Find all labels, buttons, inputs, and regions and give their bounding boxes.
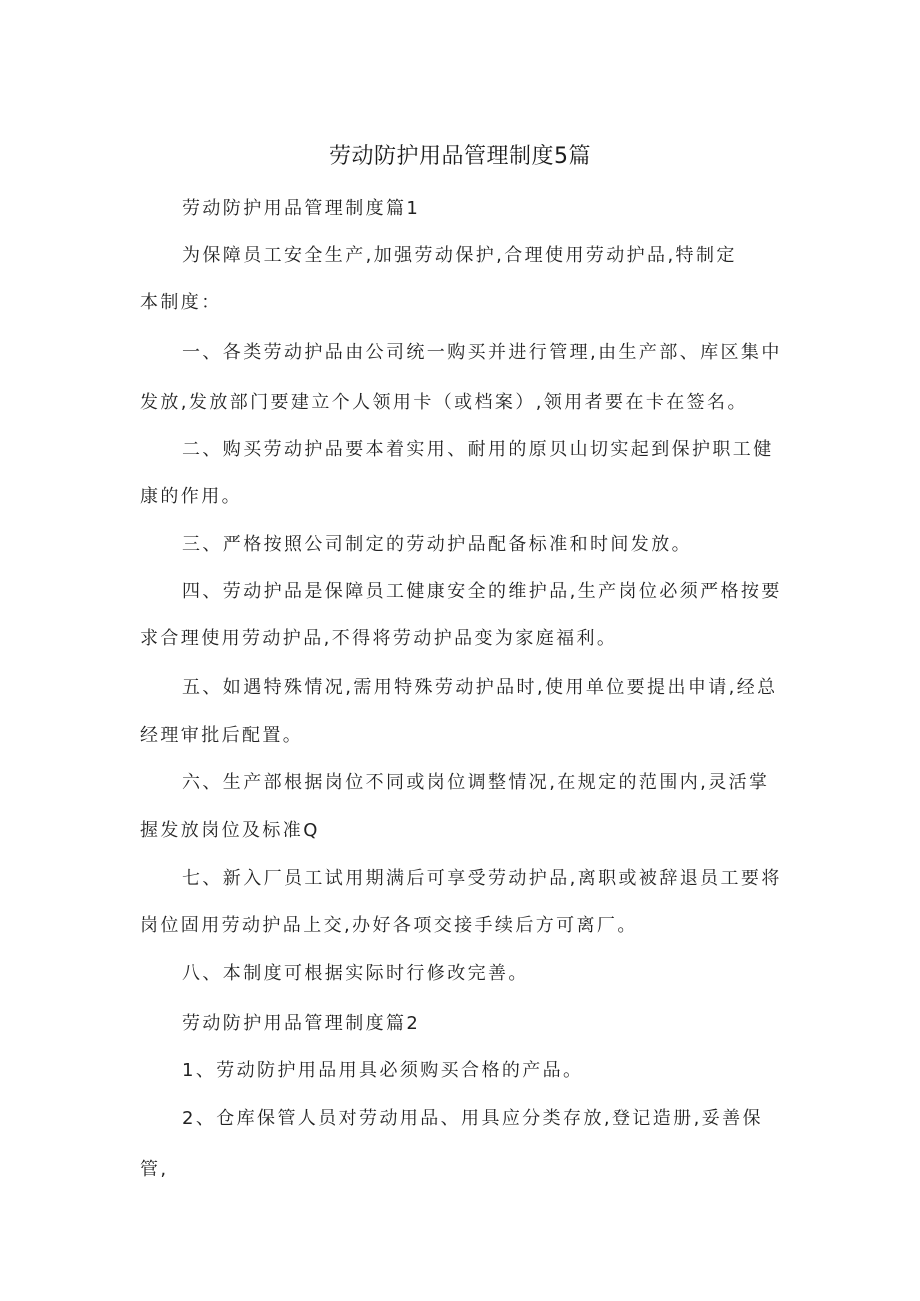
paragraph-line: 岗位固用劳动护品上交,办好各项交接手续后方可离厂。: [140, 915, 638, 936]
paragraph-line: 一、各类劳动护品由公司统一购买并进行管理,由生产部、库区集中: [182, 342, 782, 363]
paragraph-line: 三、严格按照公司制定的劳动护品配备标准和时间发放。: [182, 534, 692, 555]
paragraph-line: 八、本制度可根据实际时行修改完善。: [182, 963, 529, 984]
paragraph-line: 管,: [140, 1159, 169, 1180]
document-title: 劳动防护用品管理制度5篇: [329, 144, 591, 169]
paragraph-line: 二、购买劳动护品要本着实用、耐用的原贝山切实起到保护职工健: [182, 439, 774, 460]
paragraph-line: 六、生产部根据岗位不同或岗位调整情况,在规定的范围内,灵活掌: [182, 772, 770, 793]
section-heading-1: 劳动防护用品管理制度篇1: [182, 198, 421, 219]
paragraph-line: 经理审批后配置。: [140, 725, 304, 746]
paragraph-line: 发放,发放部门要建立个人领用卡（或档案）,领用者要在卡在签名。: [140, 392, 748, 413]
paragraph-line: 2、仓库保管人员对劳动用品、用具应分类存放,登记造册,妥善保: [182, 1108, 763, 1129]
paragraph-line: 为保障员工安全生产,加强劳动保护,合理使用劳动护品,特制定: [182, 245, 737, 266]
section-heading-2: 劳动防护用品管理制度篇2: [182, 1013, 421, 1034]
paragraph-line: 求合理使用劳动护品,不得将劳动护品变为家庭福利。: [140, 628, 618, 649]
paragraph-line: 握发放岗位及标准Q: [140, 820, 320, 841]
paragraph-line: 本制度：: [140, 292, 222, 313]
paragraph-line: 五、如遇特殊情况,需用特殊劳动护品时,使用单位要提出申请,经总: [182, 677, 778, 698]
paragraph-line: 1、劳动防护用品用具必须购买合格的产品。: [182, 1060, 584, 1081]
paragraph-line: 四、劳动护品是保障员工健康安全的维护品,生产岗位必须严格按要: [182, 581, 782, 602]
paragraph-line: 七、新入厂员工试用期满后可享受劳动护品,离职或被辞退员工要将: [182, 868, 782, 889]
paragraph-line: 康的作用。: [140, 486, 242, 507]
